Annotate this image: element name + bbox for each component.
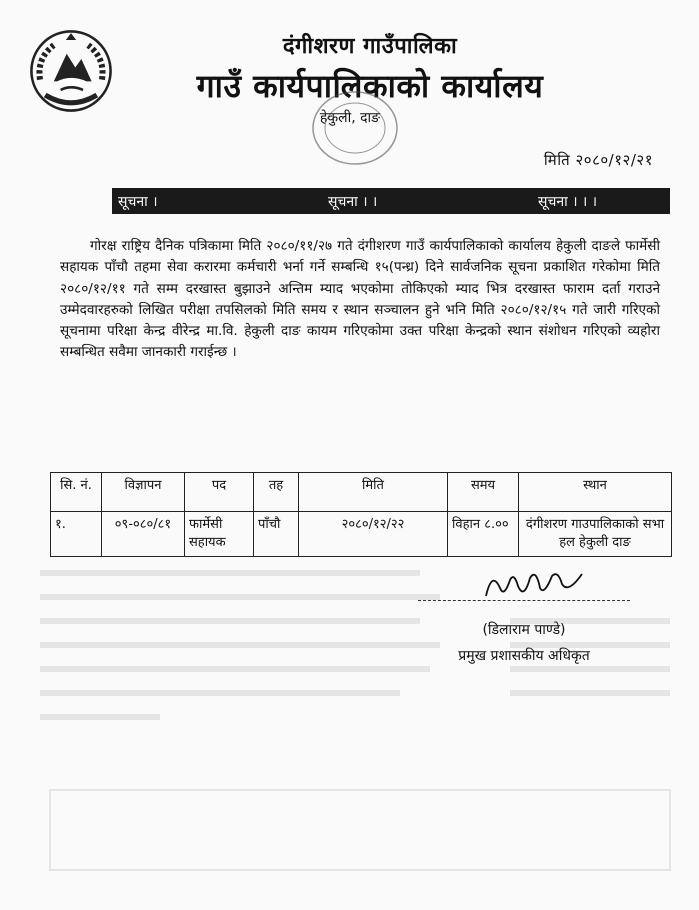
- column-header: पद: [185, 473, 254, 512]
- column-header: स्थान: [519, 473, 672, 512]
- notice-label: सूचना । ।: [328, 194, 378, 210]
- table-cell: ०९-०८०/८१: [102, 512, 185, 557]
- notice-date: मिति २०८०/१२/२१: [543, 151, 653, 169]
- municipality-name: दंगीशरण गाउँपालिका: [282, 34, 458, 59]
- office-stamp-icon: [310, 88, 400, 168]
- column-header: सि. नं.: [51, 473, 102, 512]
- notice-label: सूचना । । ।: [538, 194, 598, 210]
- table-cell: पाँचौ: [254, 512, 299, 557]
- table-header-row: [51, 473, 672, 512]
- column-header: विज्ञापन: [102, 473, 185, 512]
- office-name: गाउँ कार्यपालिकाको कार्यालय: [196, 67, 544, 105]
- table-cell: २०८०/१२/२२: [299, 512, 448, 557]
- page-bleed-through: [40, 560, 680, 890]
- notice-body: गोरक्ष राष्ट्रिय दैनिक पत्रिकामा मिति २०८०/११/२७ गते दंगीशरण गाउँ कार्यपालिकाको कार्यालय हेकुली दाङले फार्मेसी सहायक पाँचौ तहमा सेवा करारमा कर्मचारी भर्ना गर्ने सम्बन्धि १५(पन्ध्र) दिने सार्वजनिक सूचना प्रकाशित गरेकोमा मिति २०८०/१२/११ गते सम्म दरखास्त बुझाउने अन्तिम म्याद भएकोमा तोकिएको म्याद भित्र दरखास्त फाराम दर्ता गराउने उम्मेदवारहरुको लिखित परीक्षा तपसिलको मिति समय र स्थान सञ्चालन हुने भनि मिति २०८०/१२/१५ गते जारी गरिएको सूचनामा परिक्षा केन्द्र वीरेन्द्र मा.वि. हेकुली दाङ कायम गरिएकोमा उक्त परिक्षा केन्द्रको स्थान संशोधन गरिएको व्यहोरा सम्बन्धित सवैमा जानकारी गराईन्छ ।: [60, 238, 660, 361]
- notice-banner: [112, 188, 670, 214]
- table-row: [51, 512, 672, 557]
- exam-schedule-table: [50, 472, 672, 557]
- office-address: हेकुली, दाङ: [319, 110, 381, 126]
- notice-label: सूचना ।: [118, 194, 158, 210]
- signer-title: प्रमुख प्रशासकीय अधिकृत: [458, 648, 590, 664]
- government-emblem-icon: [28, 28, 114, 114]
- table-cell: १.: [51, 512, 102, 557]
- column-header: मिति: [299, 473, 448, 512]
- table-cell: फार्मेसी सहायक: [185, 512, 254, 557]
- table-cell: विहान ८.००: [448, 512, 519, 557]
- table-cell: दंगीशरण गाउपालिकाको सभा हल हेकुली दाङ: [519, 512, 672, 557]
- signer-name: (डिलाराम पाण्डे): [482, 622, 566, 638]
- column-header: तह: [254, 473, 299, 512]
- column-header: समय: [448, 473, 519, 512]
